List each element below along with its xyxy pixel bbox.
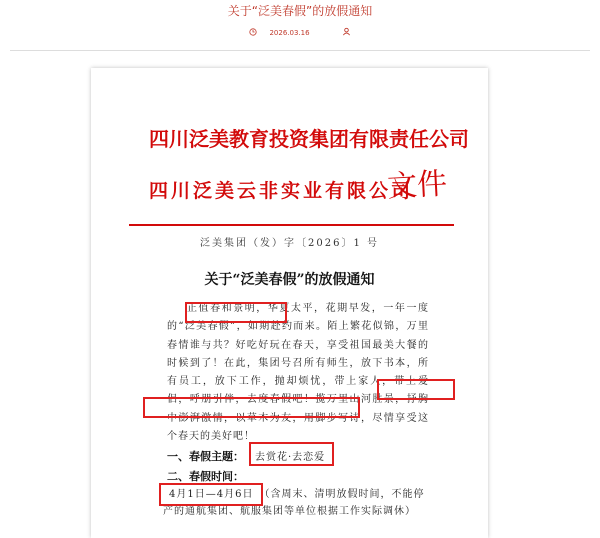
document-title: 关于“泛美春假”的放假通知: [204, 272, 375, 288]
highlight-box: [185, 302, 287, 323]
date-info: [249, 29, 322, 37]
section-time-label: 二、春假时间：: [167, 470, 244, 483]
section-theme-value: 去赏花·去恋爱: [255, 452, 326, 463]
document-number: 泛美集团（发）字〔2026〕1 号: [200, 238, 379, 249]
letterhead-company-2: 四川泛美云非实业有限公司: [149, 180, 414, 202]
letterhead-company-1: 四川泛美教育投资集团有限责任公司: [149, 127, 469, 151]
section-theme-label: 一、春假主题：: [167, 450, 244, 463]
highlight-box: [159, 483, 263, 506]
post-date: 2026.03.16: [269, 29, 310, 37]
dates-note: （含周末、清明放假时间，不能停产的通航集团、航服集团等单位根据工作实际调休）: [163, 489, 425, 517]
highlight-box: [143, 397, 360, 418]
highlight-box: [377, 379, 455, 400]
author-info[interactable]: [342, 29, 351, 37]
user-icon[interactable]: [342, 27, 351, 36]
dates-value: 4月1日—4月6日: [169, 489, 254, 500]
post-meta: [0, 27, 600, 37]
header-divider: [10, 50, 590, 51]
notice-document-image: [91, 68, 488, 538]
letterhead-red-line: [129, 224, 454, 226]
page-title: 关于“泛美春假”的放假通知: [227, 4, 373, 18]
clock-icon: [249, 28, 257, 36]
document-body: 正值春和景明，华夏太平，花期早发，一年一度的“泛美春假”，如期赴约而来。陌上繁花似锦，万里春情谁与共？好吃好玩在春天，享受祖国最美大餐的时候到了！在此，集团号召所有师生，放下书本，所有员工，放下工作，抛却烦忧，带上家人，带上爱侣，呼朋引伴，去度春假吧！揽万里山河胜景，抒胸中澎湃激情，以草木为友，用脚步写诗，尽情享受这个春天的美好吧！: [167, 303, 429, 443]
letterhead-file-mark: 文件: [386, 166, 449, 205]
